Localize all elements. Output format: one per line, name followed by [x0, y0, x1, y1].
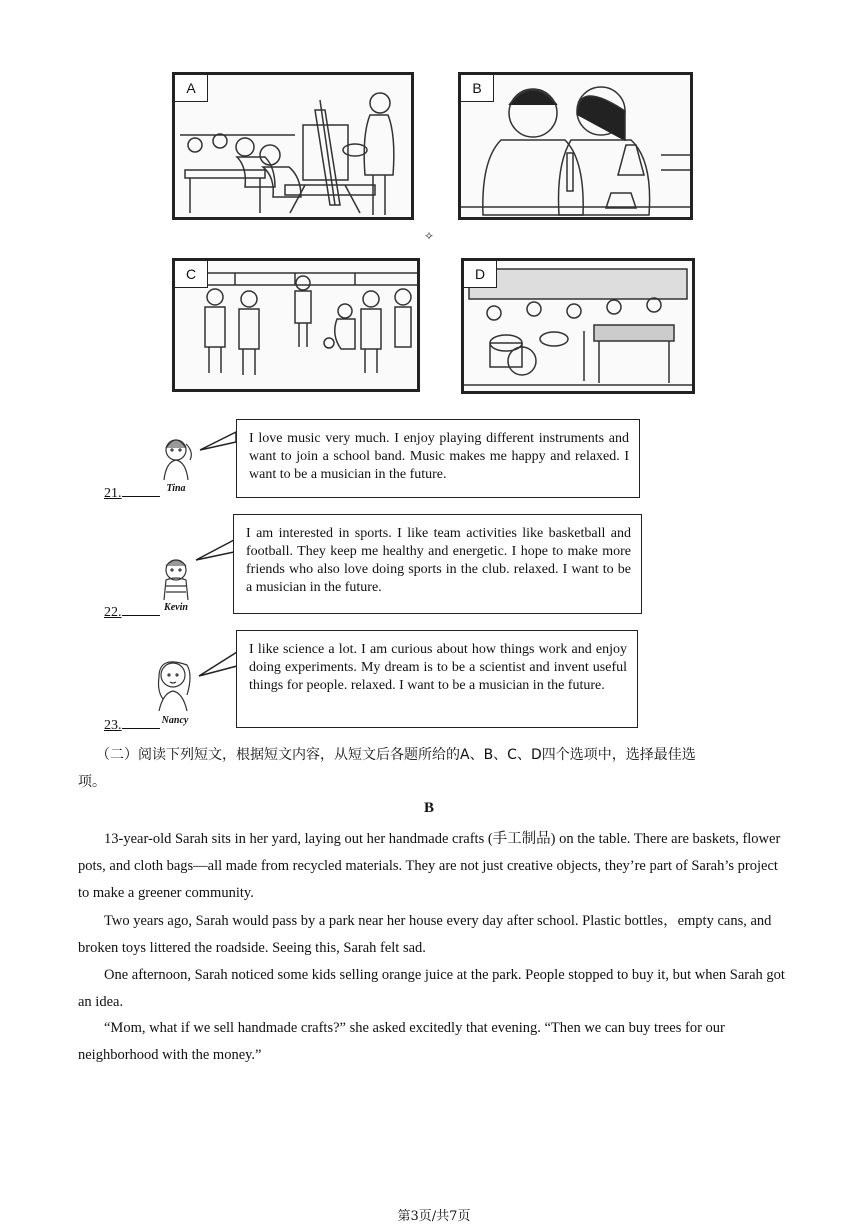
bubble-text: I am interested in sports. I like team activities like basketball and football. They keep me healthy and energetic. I hope to make more friends who also love doing sports in the club. relaxed. I want to be a musician in the future.	[246, 526, 631, 595]
avatar-tina-icon	[156, 432, 196, 482]
separator-mark: ⟡	[425, 228, 433, 242]
speech-bubble-tina	[236, 419, 640, 498]
bubble-text: I love music very much. I enjoy playing different instruments and want to join a school band. Music makes me happy and relaxed. I want to be a musician in the future.	[249, 431, 629, 482]
section-instruction: （二）阅读下列短文，根据短文内容，从短文后各题所给的A、B、C、D四个选项中，选择最佳选	[96, 747, 696, 763]
speech-tail	[197, 648, 239, 678]
section-instruction-cont: 项。	[78, 774, 106, 790]
speech-tail	[198, 428, 238, 452]
avatar-kevin-icon	[156, 554, 196, 602]
question-number-label: 23.	[104, 718, 122, 733]
passage-paragraph-1	[78, 826, 790, 907]
avatar-name-tina: Tina	[166, 483, 186, 494]
art-class-illustration	[175, 75, 411, 217]
question-number-label: 22.	[104, 605, 122, 620]
paragraph-text: Two years ago, Sarah would pass by a park near her house every day after school. Plastic bottles，empty cans, and broken toys littered the roadside. Seeing this, Sarah felt sad.	[78, 913, 772, 956]
picture-d	[461, 258, 695, 394]
passage-paragraph-4	[78, 1015, 790, 1069]
picture-b	[458, 72, 693, 220]
science-lab-illustration	[461, 75, 690, 217]
paragraph-text: One afternoon, Sarah noticed some kids selling orange juice at the park. People stopped to buy it, but when Sarah got an idea.	[78, 967, 785, 1010]
avatar-name-nancy: Nancy	[161, 715, 189, 726]
picture-letter: A	[175, 75, 208, 102]
picture-c	[172, 258, 420, 392]
passage-paragraph-3	[78, 962, 790, 1016]
picture-a	[172, 72, 414, 220]
question-number-label: 21.	[104, 486, 122, 501]
paragraph-text: “Mom, what if we sell handmade crafts?” she asked excitedly that evening. “Then we can buy trees for our neighborhood with the money.”	[78, 1020, 725, 1063]
passage-title: B	[424, 800, 435, 816]
page-footer: 第3页/共7页	[397, 1209, 471, 1224]
bubble-text: I like science a lot. I am curious about how things work and enjoy doing experiments. My dream is to be a scientist and invent useful things for people. relaxed. I want to be a musician in the future.	[249, 642, 627, 693]
speech-bubble-nancy	[236, 630, 638, 728]
picture-letter: C	[175, 261, 208, 288]
avatar-name-kevin: Kevin	[164, 602, 188, 613]
picture-letter: B	[461, 75, 494, 102]
avatar-nancy-icon	[151, 655, 195, 713]
speech-tail	[194, 536, 236, 562]
basketball-illustration	[175, 261, 417, 389]
school-band-illustration	[464, 261, 692, 391]
speech-bubble-kevin	[233, 514, 642, 614]
picture-letter: D	[464, 261, 497, 288]
paragraph-text: 13-year-old Sarah sits in her yard, laying out her handmade crafts (手工制品) on the table. There are baskets, flower pots, and cloth bags—all made from recycled materials. They are not just creative objects, they’re part of Sarah’s project to make a greener community.	[78, 831, 781, 901]
passage-paragraph-2	[78, 908, 790, 962]
